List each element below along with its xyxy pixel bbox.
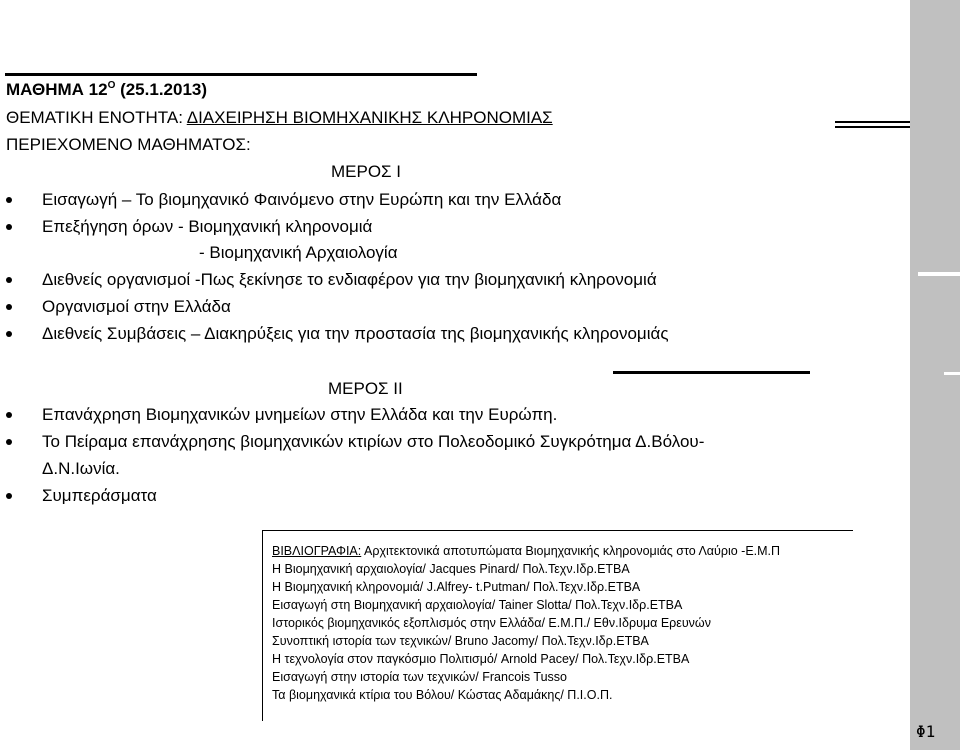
list-item-continuation: Δ.Ν.Ιωνία. bbox=[42, 459, 120, 478]
bullet-icon bbox=[6, 304, 12, 310]
bullet-icon bbox=[6, 197, 12, 203]
bibliography-first-line: ΒΙΒΛΙΟΓΡΑΦΙΑ: Αρχιτεκτονικά αποτυπώματα Βιομηχανικής κληρονομιάς στο Λαύριο -Ε.Μ.Π bbox=[272, 544, 781, 558]
unit-title: ΘΕΜΑΤΙΚΗ ΕΝΟΤΗΤΑ: ΔΙΑΧΕΙΡΗΣΗ ΒΙΟΜΗΧΑΝΙΚΗΣ ΚΛΗΡΟΝΟΜΙΑΣ bbox=[6, 108, 553, 127]
bibliography-entry: Η Βιομηχανική αρχαιολογία/ Jacques Pinard/ Πολ.Τεχν.Ιδρ.ΕΤΒΑ bbox=[272, 562, 630, 576]
bibliography-entry: Η Βιομηχανική κληρονομιά/ J.Alfrey- t.Putman/ Πολ.Τεχν.Ιδρ.ΕΤΒΑ bbox=[272, 580, 641, 594]
bullet-icon bbox=[6, 277, 12, 283]
bibliography-entry: Ιστορικός βιομηχανικός εξοπλισμός στην Ελλάδα/ Ε.Μ.Π./ Εθν.Ιδρυμα Ερευνών bbox=[272, 616, 711, 630]
bibliography-entry: Εισαγωγή στην ιστορία των τεχνικών/ Francois Tusso bbox=[272, 670, 568, 684]
bullet-icon bbox=[6, 331, 12, 337]
side-mark-bottom bbox=[944, 372, 960, 375]
bullet-icon bbox=[6, 224, 12, 230]
bibliography-entry: Εισαγωγή στη Βιομηχανική αρχαιολογία/ Tainer Slotta/ Πολ.Τεχν.Ιδρ.ΕΤΒΑ bbox=[272, 598, 683, 612]
bibliography-label: ΒΙΒΛΙΟΓΡΑΦΙΑ: bbox=[272, 544, 362, 558]
part2-rule bbox=[613, 371, 810, 374]
bullet-icon bbox=[6, 439, 12, 445]
bullet-icon bbox=[6, 493, 12, 499]
list-item-continuation: - Βιομηχανική Αρχαιολογία bbox=[199, 243, 398, 262]
content-label: ΠΕΡΙΕΧΟΜΕΝΟ ΜΑΘΗΜΑΤΟΣ: bbox=[6, 135, 251, 154]
top-rule bbox=[5, 73, 477, 76]
bibliography-entry: Συνοπτική ιστορία των τεχνικών/ Bruno Jacomy/ Πολ.Τεχν.Ιδρ.ΕΤΒΑ bbox=[272, 634, 649, 648]
page-number: Φ1 bbox=[916, 722, 936, 741]
side-mark-top bbox=[918, 272, 960, 276]
lesson-title: ΜΑΘΗΜΑ $12^O$ (25.1.2013) bbox=[6, 80, 208, 99]
part1-title: ΜΕΡΟΣ Ι bbox=[331, 162, 402, 181]
bullet-icon bbox=[6, 412, 12, 418]
right-double-rule-b bbox=[835, 126, 910, 128]
right-double-rule-a bbox=[835, 121, 910, 123]
part2-title: ΜΕΡΟΣ ΙΙ bbox=[328, 379, 403, 398]
bibliography-entry: Η τεχνολογία στον παγκόσμιο Πολιτισμό/ Arnold Pacey/ Πολ.Τεχν.Ιδρ.ΕΤΒΑ bbox=[272, 652, 690, 666]
bibliography-entry: Τα βιομηχανικά κτίρια του Βόλου/ Κώστας Αδαμάκης/ Π.Ι.Ο.Π. bbox=[272, 688, 613, 702]
side-panel bbox=[910, 0, 960, 750]
